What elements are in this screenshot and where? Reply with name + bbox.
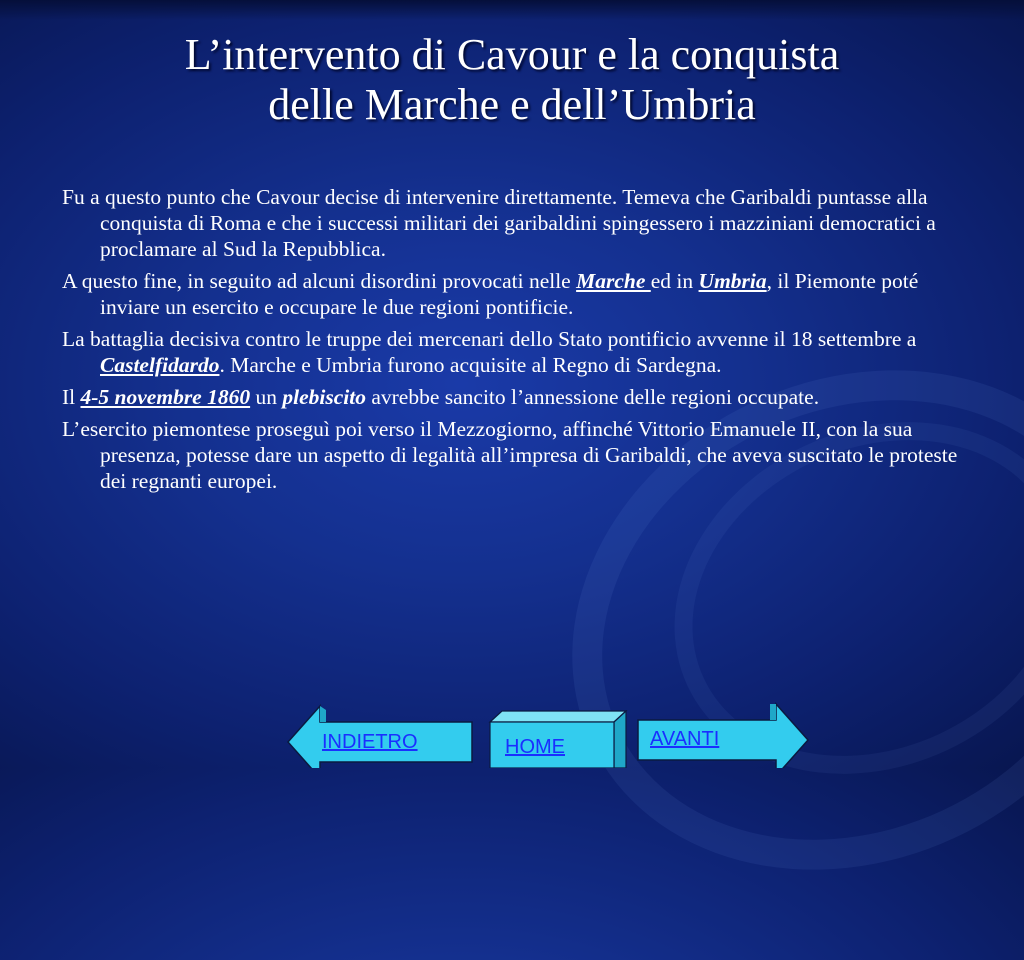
slide-title-line2: delle Marche e dell’Umbria <box>268 80 756 129</box>
link-date-plebiscito[interactable]: 4-5 novembre 1860 <box>80 385 251 409</box>
link-marche[interactable]: Marche <box>576 269 651 293</box>
paragraph-1 <box>62 184 972 262</box>
paragraph-4-pre: Il <box>62 385 81 409</box>
home-button-label: HOME <box>505 736 565 758</box>
back-button[interactable] <box>286 704 476 768</box>
paragraph-3-post: . Marche e Umbria furono acquisite al Regno di Sardegna. <box>219 353 722 377</box>
paragraph-3 <box>62 326 972 378</box>
top-band <box>0 0 1024 20</box>
back-button-label: INDIETRO <box>322 731 418 753</box>
paragraph-4-mid: un <box>250 385 283 409</box>
forward-button-label: AVANTI <box>650 728 720 750</box>
paragraph-3-pre: La battaglia decisiva contro le truppe dei mercenari dello Stato pontificio avvenne il 18 settembre a <box>62 327 917 351</box>
slide-title <box>40 30 984 130</box>
home-button[interactable] <box>488 710 628 768</box>
slide-body <box>62 184 972 500</box>
paragraph-5-text: L’esercito piemontese proseguì poi verso il Mezzogiorno, affinché Vittorio Emanuele II, con la sua presenza, potesse dare un aspetto di legalità all’impresa di Garibaldi, che aveva suscitato le proteste dei regnanti europei. <box>62 417 958 493</box>
paragraph-2 <box>62 268 972 320</box>
slide-title-line1: L’intervento di Cavour e la conquista <box>184 30 840 79</box>
forward-button[interactable] <box>636 702 812 768</box>
paragraph-1-text: Fu a questo punto che Cavour decise di intervenire direttamente. Temeva che Garibaldi puntasse alla conquista di Roma e che i successi militari dei garibaldini spingessero i mazziniani democratici a proclamare al Sud la Repubblica. <box>62 185 936 261</box>
paragraph-2-pre: A questo fine, in seguito ad alcuni disordini provocati nelle <box>62 269 577 293</box>
paragraph-2-mid: ed in <box>650 269 699 293</box>
paragraph-5 <box>62 416 972 494</box>
plebiscito-emphasis: plebiscito <box>282 385 366 409</box>
paragraph-4-post: avrebbe sancito l’annessione delle regioni occupate. <box>365 385 820 409</box>
link-castelfidardo[interactable]: Castelfidardo <box>100 353 220 377</box>
link-umbria[interactable]: Umbria <box>698 269 767 293</box>
paragraph-4 <box>62 384 972 410</box>
paragraph-2-post: , il Piemonte poté inviare un esercito e occupare le due regioni pontificie. <box>100 269 919 319</box>
